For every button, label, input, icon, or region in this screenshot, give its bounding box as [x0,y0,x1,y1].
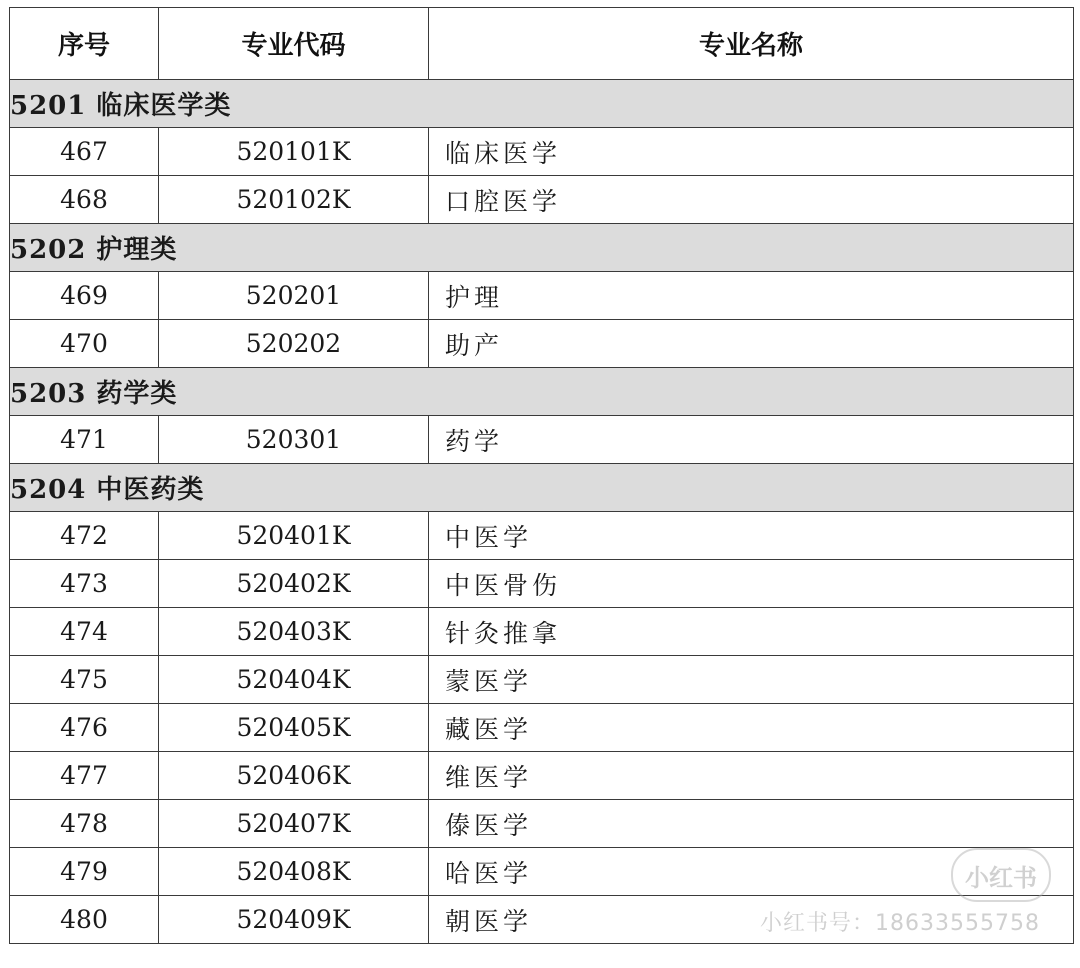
code-cell: 520405K [159,704,429,752]
group-title: 5204 中医药类 [10,464,1074,512]
name-cell: 藏医学 [429,704,1074,752]
seq-cell: 479 [10,848,159,896]
code-cell: 520404K [159,656,429,704]
code-cell: 520407K [159,800,429,848]
code-cell: 520408K [159,848,429,896]
header-name: 专业名称 [429,8,1074,80]
seq-cell: 473 [10,560,159,608]
code-cell: 520409K [159,896,429,944]
seq-cell: 476 [10,704,159,752]
name-cell: 维医学 [429,752,1074,800]
name-cell: 蒙医学 [429,656,1074,704]
table-row [10,752,1074,800]
header-code: 专业代码 [159,8,429,80]
name-cell: 口腔医学 [429,176,1074,224]
table-row [10,560,1074,608]
seq-cell: 467 [10,128,159,176]
seq-cell: 471 [10,416,159,464]
table-row [10,512,1074,560]
group-row [10,224,1074,272]
watermark-text: 小红书号：18633555758 [760,911,1040,936]
seq-cell: 480 [10,896,159,944]
table-row [10,320,1074,368]
code-cell: 520401K [159,512,429,560]
table-row [10,656,1074,704]
header-seq: 序号 [10,8,159,80]
name-cell: 临床医学 [429,128,1074,176]
code-cell: 520301 [159,416,429,464]
name-cell: 针灸推拿 [429,608,1074,656]
seq-cell: 469 [10,272,159,320]
group-title: 5201 临床医学类 [10,80,1074,128]
name-cell: 中医学 [429,512,1074,560]
group-title: 5202 护理类 [10,224,1074,272]
code-cell: 520101K [159,128,429,176]
major-table [9,7,1074,944]
header-row [10,8,1074,80]
code-cell: 520202 [159,320,429,368]
seq-cell: 475 [10,656,159,704]
table-row [10,272,1074,320]
name-cell: 朝医学 [429,896,1074,944]
table-row [10,128,1074,176]
table-row [10,608,1074,656]
seq-cell: 478 [10,800,159,848]
group-row [10,80,1074,128]
group-row [10,368,1074,416]
code-cell: 520403K [159,608,429,656]
table-row [10,800,1074,848]
table-row [10,848,1074,896]
name-cell: 护理 [429,272,1074,320]
name-cell: 助产 [429,320,1074,368]
seq-cell: 477 [10,752,159,800]
name-cell: 中医骨伤 [429,560,1074,608]
group-title: 5203 药学类 [10,368,1074,416]
seq-cell: 472 [10,512,159,560]
table-row [10,176,1074,224]
name-cell: 哈医学 [429,848,1074,896]
seq-cell: 470 [10,320,159,368]
code-cell: 520102K [159,176,429,224]
code-cell: 520406K [159,752,429,800]
table-row [10,416,1074,464]
group-row [10,464,1074,512]
table-row [10,704,1074,752]
seq-cell: 468 [10,176,159,224]
watermark-logo: 小红书 [951,848,1051,902]
seq-cell: 474 [10,608,159,656]
name-cell: 傣医学 [429,800,1074,848]
code-cell: 520402K [159,560,429,608]
code-cell: 520201 [159,272,429,320]
table-body [10,80,1074,944]
name-cell: 药学 [429,416,1074,464]
